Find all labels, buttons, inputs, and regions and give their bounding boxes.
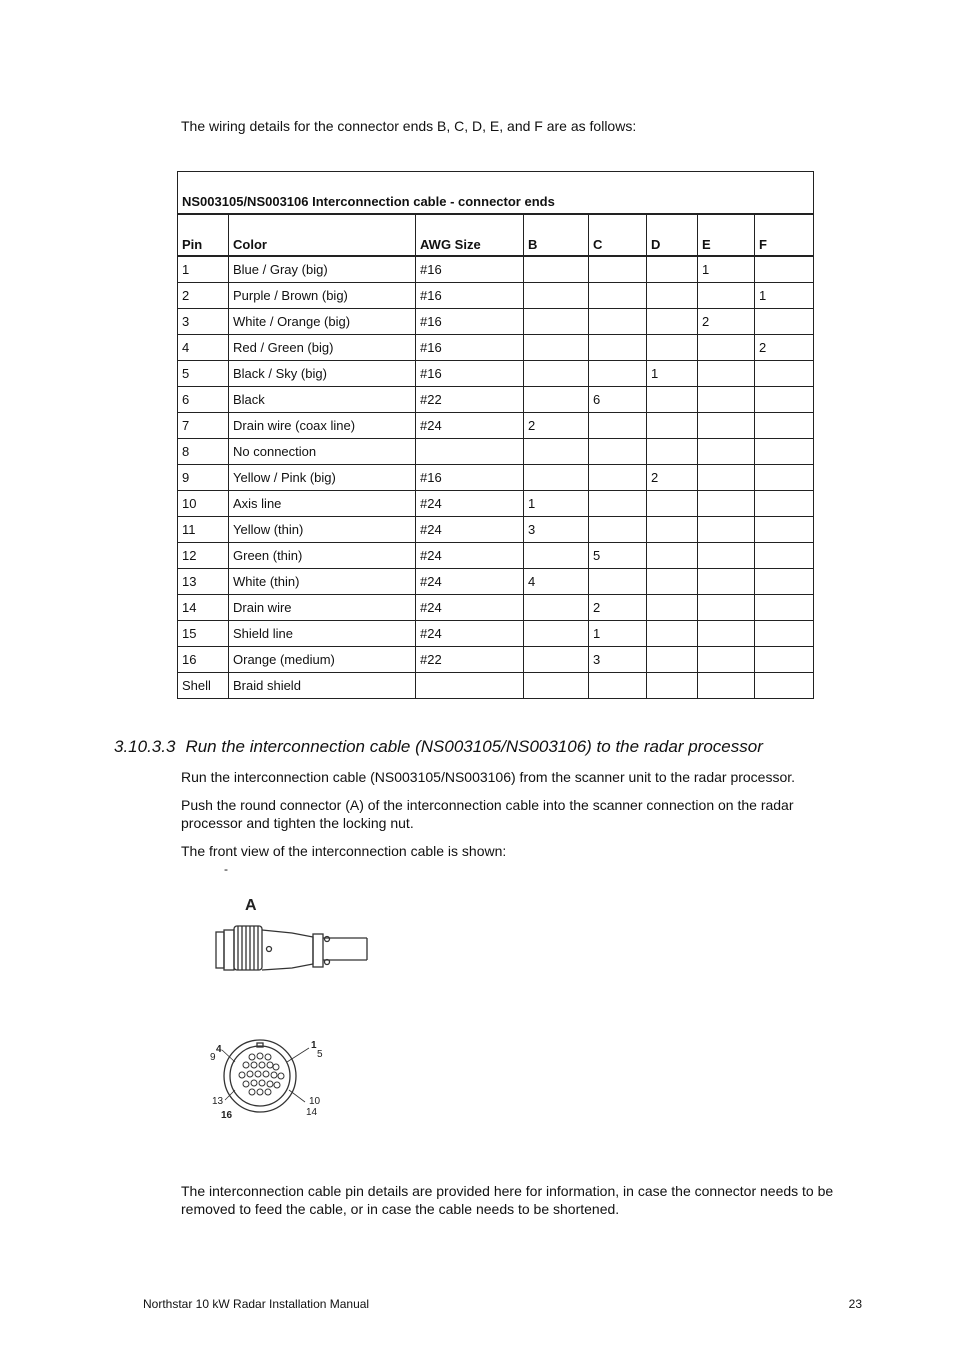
table-cell: Drain wire (coax line): [229, 413, 416, 439]
table-cell: 3: [178, 309, 229, 335]
table-cell: [524, 283, 589, 309]
table-cell: 15: [178, 621, 229, 647]
table-cell: White (thin): [229, 569, 416, 595]
table-cell: [589, 673, 647, 699]
table-cell: 6: [178, 387, 229, 413]
table-cell: [647, 569, 698, 595]
pin-label-1: 1: [311, 1040, 317, 1051]
intro-text: The wiring details for the connector ends B, C, D, E, and F are as follows:: [181, 118, 637, 134]
table-cell: 13: [178, 569, 229, 595]
table-cell: [698, 283, 755, 309]
table-cell: [755, 569, 814, 595]
table-cell: [647, 543, 698, 569]
paragraph-front-view: The front view of the interconnection cable is shown:: [181, 843, 507, 859]
pin-label-16: 16: [221, 1110, 233, 1121]
table-cell: [698, 517, 755, 543]
table-cell: [647, 335, 698, 361]
table-cell: 6: [589, 387, 647, 413]
table-cell: [698, 595, 755, 621]
pin-label-4: 4: [216, 1044, 222, 1055]
table-cell: 14: [178, 595, 229, 621]
table-row: [178, 387, 814, 413]
table-row: [178, 621, 814, 647]
table-cell: [755, 621, 814, 647]
table-caption: NS003105/NS003106 Interconnection cable - connector ends: [178, 172, 814, 215]
table-cell: Shell: [178, 673, 229, 699]
table-cell: #24: [416, 517, 524, 543]
table-cell: Green (thin): [229, 543, 416, 569]
table-cell: 11: [178, 517, 229, 543]
table-cell: 2: [698, 309, 755, 335]
table-cell: 9: [178, 465, 229, 491]
table-row: [178, 413, 814, 439]
table-cell: [755, 595, 814, 621]
table-cell: 2: [647, 465, 698, 491]
table-cell: [698, 569, 755, 595]
connector-label: A: [245, 897, 257, 914]
table-cell: [755, 465, 814, 491]
table-cell: [524, 647, 589, 673]
table-cell: 10: [178, 491, 229, 517]
table-cell: 1: [524, 491, 589, 517]
table-cell: [755, 491, 814, 517]
table-cell: [698, 413, 755, 439]
table-cell: 2: [178, 283, 229, 309]
table-cell: [647, 413, 698, 439]
table-cell: #22: [416, 387, 524, 413]
table-cell: 1: [647, 361, 698, 387]
table-cell: [589, 256, 647, 283]
table-cell: [589, 465, 647, 491]
table-cell: Black / Sky (big): [229, 361, 416, 387]
wiring-table: [177, 171, 814, 699]
table-cell: [647, 387, 698, 413]
table-cell: [647, 309, 698, 335]
table-cell: [698, 491, 755, 517]
table-row: [178, 361, 814, 387]
column-header: D: [647, 214, 698, 256]
table-row: [178, 517, 814, 543]
table-cell: #16: [416, 309, 524, 335]
column-header: AWG Size: [416, 214, 524, 256]
column-header: B: [524, 214, 589, 256]
table-cell: Axis line: [229, 491, 416, 517]
table-cell: White / Orange (big): [229, 309, 416, 335]
table-cell: #24: [416, 595, 524, 621]
section-title: Run the interconnection cable (NS003105/NS003106) to the radar processor: [185, 737, 763, 756]
table-cell: [698, 361, 755, 387]
table-cell: 2: [755, 335, 814, 361]
table-cell: [589, 335, 647, 361]
table-cell: [647, 439, 698, 465]
table-row: [178, 335, 814, 361]
table-cell: #16: [416, 256, 524, 283]
pin-label-5: 5: [317, 1049, 323, 1060]
table-cell: Drain wire: [229, 595, 416, 621]
column-header: C: [589, 214, 647, 256]
table-cell: 12: [178, 543, 229, 569]
column-header: E: [698, 214, 755, 256]
footer-page-number: 23: [848, 1297, 862, 1311]
table-cell: [755, 673, 814, 699]
table-cell: [755, 517, 814, 543]
table-cell: [755, 256, 814, 283]
table-cell: #24: [416, 413, 524, 439]
column-header: Pin: [178, 214, 229, 256]
table-cell: 1: [698, 256, 755, 283]
table-cell: [589, 309, 647, 335]
table-cell: [698, 543, 755, 569]
table-cell: 5: [589, 543, 647, 569]
table-cell: #24: [416, 543, 524, 569]
paragraph-pin-details: The interconnection cable pin details are provided here for information, in case the connector needs to be removed to feed the cable, or in case the cable needs to be shortened.: [181, 1183, 834, 1217]
table-cell: [647, 491, 698, 517]
table-cell: Braid shield: [229, 673, 416, 699]
table-cell: [698, 647, 755, 673]
table-cell: [524, 595, 589, 621]
table-body: [178, 256, 814, 699]
table-cell: [755, 543, 814, 569]
table-cell: [755, 413, 814, 439]
table-cell: [589, 569, 647, 595]
pin-label-14: 14: [306, 1107, 318, 1118]
table-cell: [589, 283, 647, 309]
table-cell: [524, 309, 589, 335]
table-cell: #22: [416, 647, 524, 673]
pin-label-10: 10: [309, 1096, 321, 1107]
pin-label-9: 9: [210, 1052, 216, 1063]
table-cell: [589, 361, 647, 387]
table-cell: [524, 335, 589, 361]
table-cell: [524, 361, 589, 387]
table-cell: Blue / Gray (big): [229, 256, 416, 283]
table-cell: Black: [229, 387, 416, 413]
table-cell: [755, 309, 814, 335]
table-cell: [524, 543, 589, 569]
table-cell: [647, 673, 698, 699]
table-cell: 16: [178, 647, 229, 673]
table-cell: #16: [416, 283, 524, 309]
table-cell: Shield line: [229, 621, 416, 647]
table-header-row: [178, 214, 814, 256]
table-cell: 2: [589, 595, 647, 621]
table-cell: 3: [589, 647, 647, 673]
table-cell: Purple / Brown (big): [229, 283, 416, 309]
section-heading: [114, 737, 763, 757]
table-cell: [589, 413, 647, 439]
table-cell: 7: [178, 413, 229, 439]
table-cell: No connection: [229, 439, 416, 465]
table-cell: [524, 439, 589, 465]
table-cell: #16: [416, 465, 524, 491]
table-cell: [416, 673, 524, 699]
table-cell: 4: [178, 335, 229, 361]
table-cell: [698, 673, 755, 699]
table-cell: [698, 465, 755, 491]
table-cell: [416, 439, 524, 465]
table-cell: [589, 517, 647, 543]
table-cell: 5: [178, 361, 229, 387]
table-cell: [755, 361, 814, 387]
table-cell: [524, 673, 589, 699]
table-cell: #24: [416, 491, 524, 517]
table-cell: #16: [416, 335, 524, 361]
table-cell: Red / Green (big): [229, 335, 416, 361]
table-row: [178, 647, 814, 673]
table-row: [178, 595, 814, 621]
table-cell: [524, 256, 589, 283]
stray-dash: -: [224, 862, 228, 876]
table-row: [178, 439, 814, 465]
table-row: [178, 309, 814, 335]
table-cell: [647, 647, 698, 673]
table-cell: 2: [524, 413, 589, 439]
table-cell: [647, 517, 698, 543]
table-cell: Yellow / Pink (big): [229, 465, 416, 491]
table-cell: [755, 439, 814, 465]
table-cell: 4: [524, 569, 589, 595]
table-cell: [698, 387, 755, 413]
table-cell: Yellow (thin): [229, 517, 416, 543]
table-cell: [755, 387, 814, 413]
table-row: [178, 569, 814, 595]
table-cell: Orange (medium): [229, 647, 416, 673]
table-row: [178, 543, 814, 569]
table-row: [178, 256, 814, 283]
paragraph-run-cable: Run the interconnection cable (NS003105/NS003106) from the scanner unit to the radar processor.: [181, 769, 796, 785]
connector-side-view: [205, 890, 375, 980]
table-cell: [647, 256, 698, 283]
table-cell: [647, 621, 698, 647]
table-cell: [698, 335, 755, 361]
table-row: [178, 283, 814, 309]
table-cell: [755, 647, 814, 673]
table-row: [178, 491, 814, 517]
table-cell: [524, 621, 589, 647]
table-cell: 1: [755, 283, 814, 309]
connector-pins: [239, 1053, 284, 1095]
column-header: F: [755, 214, 814, 256]
footer-manual-title: Northstar 10 kW Radar Installation Manual: [143, 1297, 370, 1311]
pin-label-13: 13: [212, 1096, 224, 1107]
table-cell: 1: [589, 621, 647, 647]
table-cell: 8: [178, 439, 229, 465]
section-number: 3.10.3.3: [114, 737, 176, 756]
table-cell: #24: [416, 621, 524, 647]
table-cell: [647, 283, 698, 309]
table-cell: [647, 595, 698, 621]
table-cell: #24: [416, 569, 524, 595]
table-row: [178, 465, 814, 491]
table-cell: [524, 465, 589, 491]
table-cell: [698, 439, 755, 465]
table-cell: [589, 439, 647, 465]
table-cell: 3: [524, 517, 589, 543]
table-cell: [524, 387, 589, 413]
table-cell: [698, 621, 755, 647]
connector-front-view: [205, 1030, 335, 1130]
table-cell: #16: [416, 361, 524, 387]
table-cell: [589, 491, 647, 517]
table-cell: 1: [178, 256, 229, 283]
table-row: [178, 673, 814, 699]
paragraph-push-connector: Push the round connector (A) of the interconnection cable into the scanner connection on the radar processor and tighten the locking nut.: [181, 797, 794, 831]
column-header: Color: [229, 214, 416, 256]
